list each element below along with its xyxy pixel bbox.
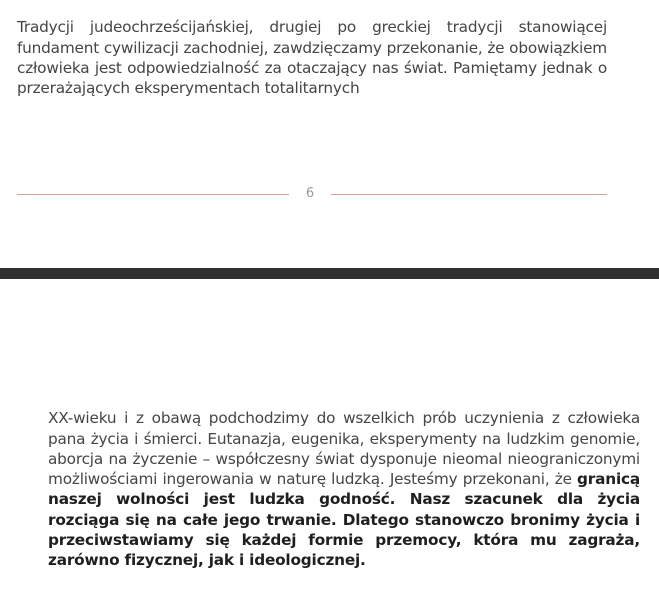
document-page-bottom — [0, 279, 659, 589]
page-number: 6 — [305, 186, 315, 201]
paragraph-regular-text: XX-wieku i z obawą podchodzimy do wszelkich prób uczynienia z człowieka pana życia i śmierci. Eutanazja, eugenika, eksperymenty na ludzkim genomie, aborcja na życzenie – współczesny świat dysponuje nieomal nieograniczonymi możliwościami ingerowania w naturę ludzką. Jesteśmy przekonani, że — [48, 409, 640, 489]
body-paragraph: Tradycji judeochrześcijańskiej, drugiej po greckiej tradycji stanowiącej fundament cywilizacji zachodniej, zawdzięczamy przekonanie, że obowiązkiem człowieka jest odpowiedzialność za otaczający nas świat. Pamiętamy jednak o przerażających eksperymentach totalitarnych — [17, 18, 607, 98]
paragraph-bold-text: granicą naszej wolności jest ludzka godność. Nasz szacunek dla życia rozciąga się na całe jego trwanie. Dlatego stanowczo bronimy życia i przeciwstawiamy się każdej formie przemocy, która mu zagraża, zarówno fizycznej, jak i ideologicznej. — [48, 470, 640, 570]
footer-rule-left — [17, 194, 289, 195]
page-separator — [0, 268, 659, 279]
body-paragraph — [48, 408, 640, 570]
document-page-top — [0, 0, 659, 268]
footer-rule-right — [331, 194, 607, 195]
